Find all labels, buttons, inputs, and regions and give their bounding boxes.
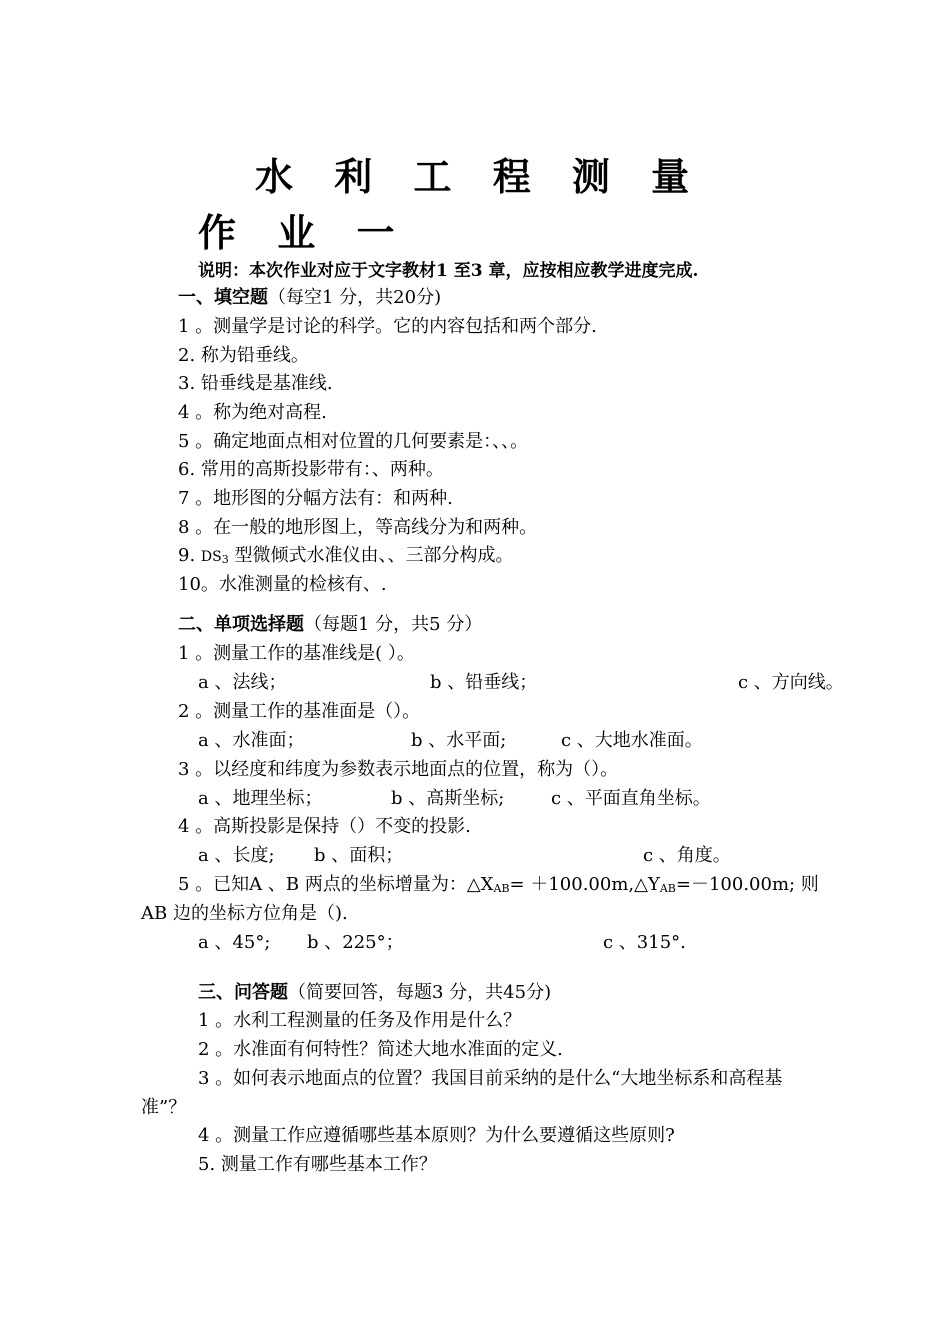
choice-q1-option-a: a 、法线； (198, 672, 287, 693)
qa-q3-line1: 3 。如何表示地面点的位置？我国目前采纳的是什么“大地坐标系和高程基 (198, 1068, 783, 1089)
choice-q4-option-b: b 、面积； (314, 845, 404, 866)
subscript-ab-x: AB (493, 882, 510, 895)
section1-heading-line (178, 283, 441, 312)
fill-item-8: 8 。在一般的地形图上，等高线分为和两种。 (178, 517, 538, 538)
choice-q2: 2 。测量工作的基准面是（）。 (178, 701, 421, 722)
model-subscript: 3 (221, 553, 229, 566)
qa-q5: 5. 测量工作有哪些基本工作？ (198, 1154, 437, 1175)
qa-q2: 2 。水准面有何特性？简述大地水准面的定义. (198, 1039, 563, 1060)
instruction-note: 说明：本次作业对应于文字教材1 至3 章，应按相应教学进度完成. (198, 261, 699, 281)
choice-q2-option-a: a 、水准面； (198, 730, 305, 751)
fill-item-3: 3. 铅垂线是基准线. (178, 373, 333, 394)
fill-item-9-number: 9. (178, 545, 196, 566)
choice-q5-line2: AB 边的坐标方位角是（). (141, 903, 348, 924)
choice-q5-text-2: = ＋100.00m,△Y (509, 874, 660, 895)
fill-item-7: 7 。地形图的分幅方法有：和两种. (178, 488, 453, 509)
section1-heading: 一、填空题 (178, 287, 268, 308)
choice-q5-text-1: 5 。已知A 、B 两点的坐标增量为：△X (178, 874, 494, 895)
fill-item-9-text: 型微倾式水准仪由、、三部分构成。 (234, 545, 514, 566)
choice-q5-option-c: c 、315°. (603, 932, 686, 953)
choice-q3-option-a: a 、地理坐标； (198, 788, 323, 809)
choice-q3: 3 。以经度和纬度为参数表示地面点的位置，称为（）。 (178, 759, 619, 780)
choice-q1-option-b: b 、铅垂线； (430, 672, 538, 693)
choice-q5-option-a: a 、45°; (198, 932, 271, 953)
qa-q4: 4 。测量工作应遵循哪些基本原则？为什么要遵循这些原则? (198, 1125, 675, 1146)
choice-q1-option-c: c 、方向线。 (738, 672, 844, 693)
page-title: 水 利 工 程 测 量 (255, 155, 704, 199)
choice-q5-text-3: =－100.00m; 则 (675, 874, 819, 895)
choice-q2-option-c: c 、大地水准面。 (561, 730, 703, 751)
choice-q5-option-b: b 、225°； (307, 932, 404, 953)
subscript-ab-y: AB (659, 882, 676, 895)
page-subtitle: 作 业 一 (198, 211, 409, 255)
choice-q4: 4 。高斯投影是保持（）不变的投影. (178, 816, 471, 837)
choice-q4-option-a: a 、长度; (198, 845, 275, 866)
model-code: DS (200, 549, 222, 565)
section3-heading-line (198, 978, 551, 1007)
section1-heading-note: （每空1 分，共20分) (268, 287, 442, 308)
fill-item-10: 10。水准测量的检核有、. (178, 574, 387, 595)
choice-q3-option-b: b 、高斯坐标; (391, 788, 505, 809)
qa-q3-line2: 准”？ (141, 1097, 187, 1118)
choice-q4-option-c: c 、角度。 (643, 845, 731, 866)
choice-q1: 1 。测量工作的基准线是( ）。 (178, 643, 415, 664)
section3-heading: 三、问答题 (198, 982, 288, 1003)
fill-item-2: 2. 称为铅垂线。 (178, 345, 309, 366)
fill-item-9-model (201, 549, 229, 565)
section2-heading-note: （每题1 分，共5 分） (304, 614, 483, 635)
fill-item-6: 6. 常用的高斯投影带有：、两种。 (178, 459, 444, 480)
choice-q2-option-b: b 、水平面; (411, 730, 507, 751)
section2-heading-line (178, 610, 482, 639)
choice-q3-option-c: c 、平面直角坐标。 (551, 788, 711, 809)
fill-item-4: 4 。称为绝对高程. (178, 402, 327, 423)
fill-item-1: 1 。测量学是讨论的科学。它的内容包括和两个部分. (178, 316, 597, 337)
fill-item-5: 5 。确定地面点相对位置的几何要素是：、、。 (178, 431, 529, 452)
section2-heading: 二、单项选择题 (178, 614, 304, 635)
qa-q1: 1 。水利工程测量的任务及作用是什么？ (198, 1010, 522, 1031)
section3-heading-note: （简要回答，每题3 分，共45分) (288, 982, 552, 1003)
